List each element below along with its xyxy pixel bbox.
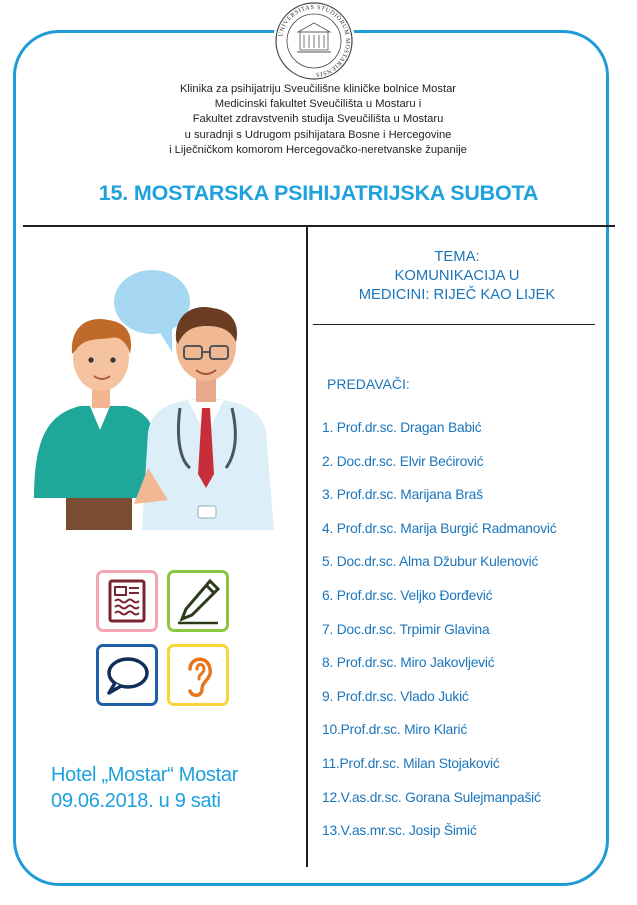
- lecturer-item: 12.V.as.dr.sc. Gorana Sulejmanpašić: [322, 789, 541, 805]
- column-divider: [306, 226, 308, 867]
- lecturer-item: 1. Prof.dr.sc. Dragan Babić: [322, 420, 482, 435]
- topic-label: TEMA:: [434, 249, 480, 265]
- lecturer-item: 6. Prof.dr.sc. Veljko Đorđević: [322, 587, 493, 603]
- event-title: 15. MOSTARSKA PSIHIJATRIJSKA SUBOTA: [98, 181, 539, 205]
- university-seal: [273, 0, 355, 82]
- organizer-line: u suradnji s Udrugom psihijatara Bosne i Hercegovine: [184, 128, 452, 141]
- topic-divider: [313, 324, 595, 325]
- organizer-line: Klinika za psihijatriju Sveučilišne kliničke bolnice Mostar: [179, 83, 457, 95]
- organizer-line: Fakultet zdravstvenih studija Sveučilišta u Mostaru: [192, 113, 444, 126]
- lecturer-item: 4. Prof.dr.sc. Marija Burgić Radmanović: [322, 520, 557, 536]
- lecturer-item: 2. Doc.dr.sc. Elvir Bećirović: [322, 453, 484, 469]
- lecturer-item: 10.Prof.dr.sc. Miro Klarić: [322, 722, 468, 738]
- topic-line: MEDICINI: RIJEČ KAO LIJEK: [358, 287, 556, 303]
- lecturer-item: 11.Prof.dr.sc. Milan Stojaković: [322, 755, 500, 771]
- ear-icon: [167, 644, 229, 706]
- organizers-header: [90, 82, 546, 158]
- svg-text:UNIVERSITAS STUDIORUM MOSTARIE: UNIVERSITAS STUDIORUM MOSTARIENSIS: [277, 3, 352, 79]
- organizer-line: Medicinski fakultet Sveučilišta u Mostaru i: [214, 98, 422, 111]
- organizer-line: i Liječničkom komorom Hercegovačko-neretvanske županije: [169, 143, 467, 156]
- topic-line: KOMUNIKACIJA U: [394, 268, 520, 284]
- communication-icons-grid: [93, 567, 235, 709]
- speech-bubble-icon: [96, 644, 158, 706]
- lecturer-item: 9. Prof.dr.sc. Vlado Jukić: [322, 688, 469, 704]
- lecturers-heading: PREDAVAČI:: [327, 376, 410, 392]
- pencil-icon: [167, 570, 229, 632]
- lecturers-list: [322, 420, 557, 857]
- topic-block: [318, 248, 596, 305]
- lecturer-item: 13.V.as.mr.sc. Josip Šimić: [322, 823, 477, 839]
- patient-doctor-illustration: [30, 268, 300, 530]
- title-divider: [23, 225, 615, 227]
- venue-place: Hotel „Mostar“ Mostar: [51, 764, 239, 786]
- lecturer-item: 7. Doc.dr.sc. Trpimir Glavina: [322, 621, 490, 637]
- lecturer-item: 5. Doc.dr.sc. Alma Džubur Kulenović: [322, 554, 539, 570]
- doctor-figure: [134, 307, 274, 530]
- lecturer-item: 8. Prof.dr.sc. Miro Jakovljević: [322, 655, 495, 671]
- document-icon: [96, 570, 158, 632]
- venue-date: 09.06.2018. u 9 sati: [51, 790, 221, 812]
- lecturer-item: 3. Prof.dr.sc. Marijana Braš: [322, 487, 483, 503]
- venue-block: [51, 762, 238, 814]
